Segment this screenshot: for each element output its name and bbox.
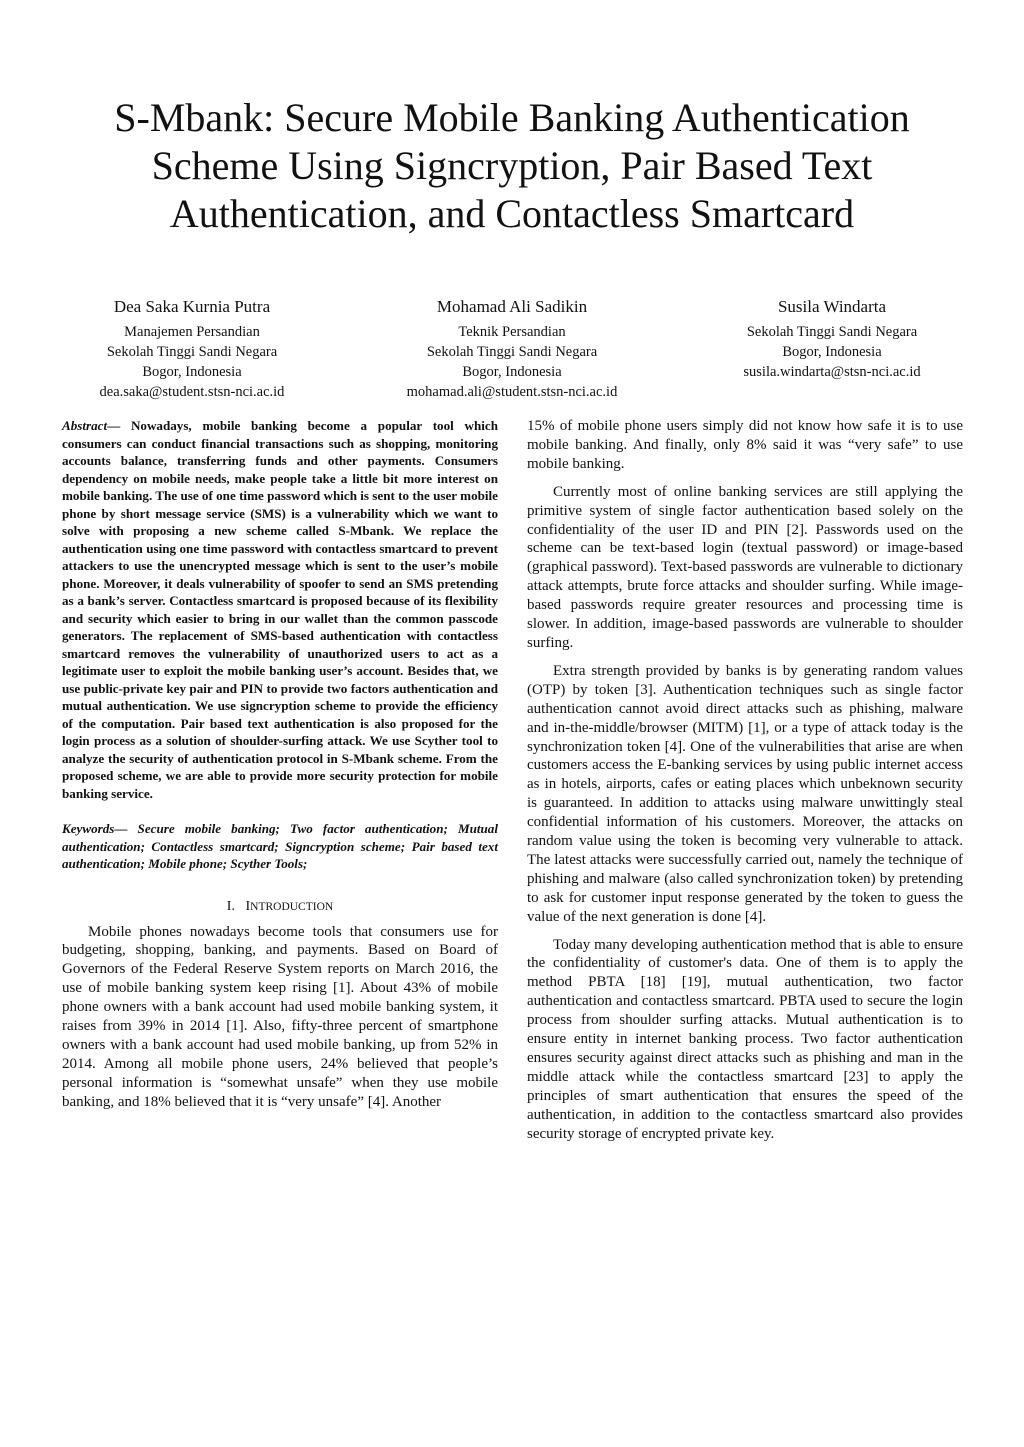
keywords-text: Secure mobile banking; Two factor authentication; Mutual authentication; Contactless smartcard; Signcryption scheme; Pair based text authentication; Mobile phone; Scyther Tools; — [62, 821, 498, 871]
author-department: Manajemen Persandian — [124, 324, 260, 340]
author-location: Bogor, Indonesia — [142, 364, 242, 380]
body-paragraph: Today many developing authentication method that is able to ensure the confidentiality of customer's data. One of them is to apply the method PBTA [18] [19], mutual authentication, two factor authentication and contactless smartcard. PBTA used to secure the login process from shoulder surfing attacks. Mutual authentication is to ensure entity in internet banking process. Two factor authentication ensures security against direct attacks such as phishing and man in the middle attack while the contactless smartcard [23] to apply the principles of smart authentication that ensures the speed of the authentication, in addition to the contactless smartcard also provides security storage of encrypted private key. — [527, 936, 963, 1142]
right-column — [527, 417, 963, 1153]
abstract — [62, 417, 498, 802]
author-institution: Sekolah Tinggi Sandi Negara — [746, 324, 918, 340]
keywords — [62, 820, 498, 873]
author-block-2 — [367, 296, 657, 402]
left-column — [62, 417, 498, 1121]
title-line: Scheme Using Signcryption, Pair Based Text — [151, 143, 873, 188]
author-block-1 — [47, 296, 337, 402]
abstract-label: Abstract — [62, 418, 108, 433]
paper-title — [60, 94, 964, 238]
author-name: Susila Windarta — [777, 297, 887, 316]
abstract-text: Nowadays, mobile banking become a popular tool which consumers can conduct financial transactions such as shopping, monitoring accounts balance, transferring funds and other payments. Consumers dependency on mobile needs, make people take a little bit more interest on mobile banking. The use of one time password which is sent to the user mobile phone by short message service (SMS) is a vulnerability which we want to solve with proposing a new scheme called S-Mbank. We replace the authentication using one time password with contactless smartcard to prevent attackers to use the unencrypted message which is sent to the user’s mobile phone. Moreover, it deals vulnerability of spoofer to send an SMS pretending as a bank’s server. Contactless smartcard is proposed because of its flexibility and security which easier to bring in our wallet than the common passcode generators. The replacement of SMS-based authentication with contactless smartcard removes the vulnerability of unauthorized users to act as a legitimate user to exploit the mobile banking user’s account. Besides that, we use public-private key pair and PIN to provide two factors authentication and mutual authentication. We use signcryption scheme to provide the efficiency of the computation. Pair based text authentication is also proposed for the login process as a solution of shoulder-surfing attack. We use Scyther tool to analyze the security of authentication protocol in S-Mbank scheme. From the proposed scheme, we are able to provide more security protection for mobile banking service. — [62, 418, 499, 801]
title-line: S-Mbank: Secure Mobile Banking Authentication — [114, 95, 910, 140]
author-email: dea.saka@student.stsn-nci.ac.id — [99, 384, 285, 400]
section-heading-introduction — [62, 899, 498, 915]
author-email: susila.windarta@stsn-nci.ac.id — [743, 364, 921, 380]
section-number: I. — [226, 898, 235, 914]
author-location: Bogor, Indonesia — [462, 364, 562, 380]
section-title-rest: NTRODUCTION — [250, 900, 334, 913]
section-initial: I — [245, 898, 251, 914]
author-institution: Sekolah Tinggi Sandi Negara — [106, 344, 278, 360]
author-block-3 — [687, 296, 977, 382]
author-email: mohamad.ali@student.stsn-nci.ac.id — [406, 384, 618, 400]
author-location: Bogor, Indonesia — [782, 344, 882, 360]
author-institution: Sekolah Tinggi Sandi Negara — [426, 344, 598, 360]
body-paragraph: Extra strength provided by banks is by generating random values (OTP) by token [3]. Authentication techniques such as single factor authentication cannot avoid direct attacks such as phishing, malware and in-the-middle/browser (MITM) [1], or a type of attack today is the synchronization token [4]. One of the vulnerabilities that arise are when customers access the E-banking services by using public internet access as in hotels, airports, cafes or eating places which unbeknown security is guaranteed. In addition to attacks using malware unwittingly steal confidential information of his customers. Moreover, the attacks on random value using the token is becoming very vulnerable to attack. The latest attacks were successfully carried out, namely the technique of phishing and malware (also called synchronization token) by pretending to ask for customer input response generated by the token to guess the value of the next generation is done [4]. — [527, 662, 963, 925]
author-department: Teknik Persandian — [458, 324, 566, 340]
author-name: Dea Saka Kurnia Putra — [113, 297, 271, 316]
author-name: Mohamad Ali Sadikin — [436, 297, 588, 316]
abstract-dash: — — [107, 418, 131, 433]
body-paragraph: 15% of mobile phone users simply did not know how safe it is to use mobile banking. And finally, only 8% said it was “very safe” to use mobile banking. — [527, 418, 963, 472]
body-paragraph: Mobile phones nowadays become tools that consumers use for budgeting, shopping, banking, and payments. Based on Board of Governors of the Federal Reserve System reports on March 2016, the use of mobile banking system keep rising [1]. About 43% of mobile phone owners with a bank account had used mobile banking system, it raises from 39% in 2014 [1]. Also, fifty-three percent of smartphone owners with a bank account had used mobile banking, up from 52% in 2014. Among all mobile phone users, 24% believed that people’s personal information is “somewhat unsafe” when they use mobile banking, and 18% believed that it is “very unsafe” [4]. Another — [62, 923, 498, 1110]
title-line: Authentication, and Contactless Smartcard — [169, 191, 855, 236]
keywords-dash: — — [114, 821, 138, 836]
body-paragraph: Currently most of online banking services are still applying the primitive system of single factor authentication based solely on the confidentiality of the user ID and PIN [2]. Passwords used on the scheme can be text-based login (textual password) or image-based (graphical password). Text-based passwords are vulnerable to dictionary attack attempts, brute force attacks and shoulder surfing. While image-based passwords require greater resources and processing time is slower. In addition, image-based passwords are vulnerable to shoulder surfing. — [527, 483, 963, 651]
keywords-label: Keywords — [62, 821, 115, 836]
